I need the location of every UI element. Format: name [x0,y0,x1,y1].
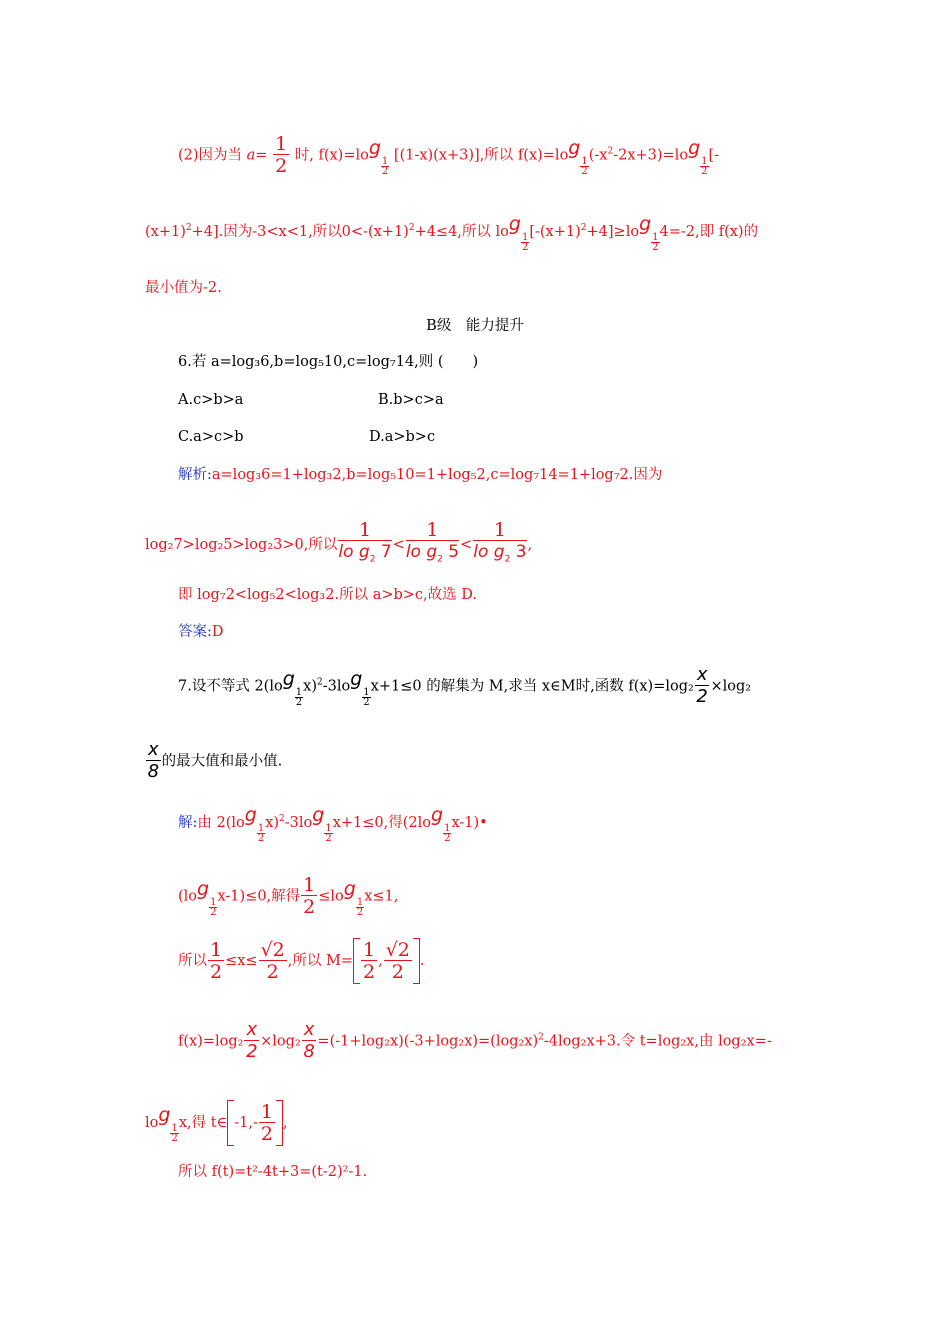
part2-line3: 最小值为-2. [145,280,222,296]
q6-option-d: D.a>b>c [369,429,436,445]
part2-line1: (2)因为当 a= $\frac{1}{2}$ 时, f(x)=log $\frac{1}{2}$ [(1-x)(x+3)],所以 f(x)=log $\frac{1}{2}$ $(-x^2-2x+3)=\log$ $\frac{1}{2}$ [- [178,133,720,177]
fraction-1-log2-5: $\frac{1}{lo g_2 5}$ [405,519,460,565]
q6-option-c: C.a>c>b [178,429,244,445]
section-title: B级 能力提升 [426,318,524,334]
q6-analysis-line2: log₂7>log₂5>log₂3>0,所以 $\frac{1}{lo g_2 7}$ < $\frac{1}{lo g_2 5}$ < $\frac{1}{lo g_2 3}$ , [145,520,532,570]
fraction-1-log2-7: $\frac{1}{lo g_2 7}$ [338,519,392,565]
right-bracket [413,938,420,984]
left-bracket [353,938,360,984]
q7-stem: 7.设不等式 2(log $\frac{1}{2}$ x)$^2$-3log $\frac{1}{2}$ x+1≤0 的解集为 M,求当 x∈M时,函数 f(x)=log₂ $\frac{x}{2}$ ×log₂ [178,664,752,708]
q6-option-b: B.b>c>a [378,392,444,408]
q6-answer: 答案:D [178,624,224,640]
fraction-half: $\frac{1}{2}$ [275,133,288,177]
q7-stem-line2: $\frac{x}{8}$ 的最大值和最小值. [147,739,283,782]
part2-line2: $(x+1)^2+4$].因为-3<x<1,所以$0<-(x+1)^2+4\le 4$,所以 log $\frac{1}{2}$ $[-(x+1)^2+4]\ge\log$ $\frac{1}{2}$ 4=-2,即 f(x)的 [145,212,759,253]
q7-solution-line3: 所以 $\frac{1}{2}$ ≤x≤ $\frac{√2}{2}$ ,所以 M= $\frac{1}{2}$ , $\frac{√2}{2}$ . [178,938,425,983]
q7-solution-line1: 解:由 2(log $\frac{1}{2}$ x)$^2$-3log $\frac{1}{2}$ x+1≤0,得(2log $\frac{1}{2}$ x-1)• [178,803,488,844]
q6-analysis-line3: 即 log₇2<log₅2<log₃2.所以 a>b>c,故选 D. [178,587,477,603]
q6-stem: 6.若 a=log₃6,b=log₅10,c=log₇14,则 ( ) [178,354,479,370]
q6-analysis: 解析:a=log₃6=1+log₃2,b=log₅10=1+log₅2,c=log₇14=1+log₇2.因为 [178,467,663,483]
q7-solution-line5: log $\frac{1}{2}$ x,得 t∈ -1,- $\frac{1}{2}$ , [145,1100,288,1145]
q7-solution-line2: (log $\frac{1}{2}$ x-1)≤0,解得 $\frac{1}{2}$ ≤log $\frac{1}{2}$ x≤1, [178,874,399,918]
right-bracket [276,1100,283,1146]
fraction-1-log2-3: $\frac{1}{lo g_2 3}$ [473,519,527,565]
q6-option-a: A.c>b>a [178,392,244,408]
q7-solution-line4: f(x)=log₂ $\frac{x}{2}$ ×log₂ $\frac{x}{8}$ $=(-1+\log_2x)(-3+\log_2x)=(\log_2x)^2-4\log_2x+3$.令 t=log₂x,由 log₂x=- [178,1019,772,1062]
q7-solution-line6: 所以 f(t)=t²-4t+3=(t-2)²-1. [178,1164,368,1180]
